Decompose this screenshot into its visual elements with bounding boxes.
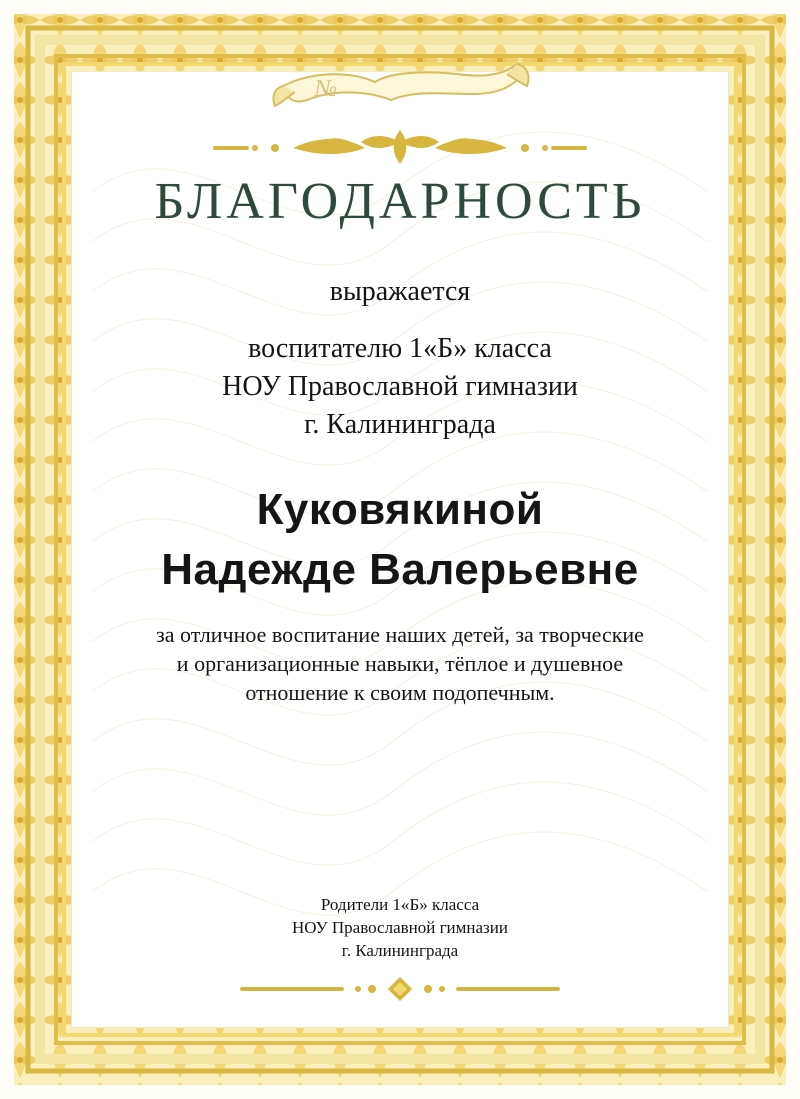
recipient-name-line-1: Куковякиной — [256, 485, 544, 534]
signature-line-2: НОУ Православной гимназии — [292, 918, 508, 937]
recipient-name-line-2: Надежде Валерьевне — [161, 545, 639, 594]
number-label: № — [314, 76, 338, 102]
reason-line-2: и организационные навыки, тёплое и душевное — [176, 651, 624, 676]
diamond-divider-icon — [240, 976, 560, 1002]
recipient-line-3: г. Калининграда — [304, 409, 496, 440]
recipient-line-1: воспитателю 1«Б» класса — [248, 333, 552, 364]
subtitle-text: выражается — [329, 276, 471, 307]
reason-line-3: отношение к своим подопечным. — [245, 680, 555, 705]
reason-line-1: за отличное воспитание наших детей, за творческие — [156, 622, 644, 647]
signature-line-1: Родители 1«Б» класса — [320, 895, 480, 914]
recipient-line-2: НОУ Православной гимназии — [222, 371, 578, 402]
signature-line-3: г. Калининграда — [341, 941, 459, 960]
certificate-title: БЛАГОДАРНОСТЬ — [154, 173, 646, 230]
floral-divider-icon — [205, 124, 595, 170]
